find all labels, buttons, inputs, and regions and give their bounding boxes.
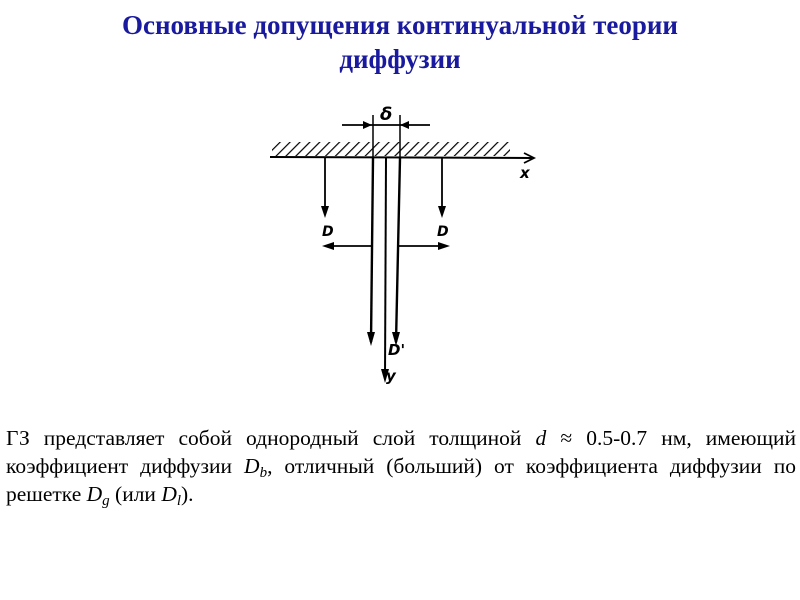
approx-symbol: ≈ — [560, 426, 573, 450]
boundary-line-right — [396, 158, 400, 342]
d-left-arrowhead — [321, 206, 329, 218]
lateral-arrowhead-left — [322, 242, 334, 250]
title-line-2: диффузии — [339, 44, 461, 74]
delta-label: δ — [380, 104, 393, 125]
description-paragraph — [6, 424, 796, 508]
dg-subscript: g — [102, 493, 110, 509]
para-text-1: ГЗ представляет собой однородный слой толщиной — [6, 426, 522, 450]
thickness-symbol: d — [535, 426, 547, 450]
slide-title — [40, 8, 760, 76]
para-text-2: 0.5-0.7 нм, имеющий коэффициент диффузии — [6, 426, 797, 478]
lateral-arrowhead-right — [438, 242, 450, 250]
x-axis-line — [270, 157, 532, 158]
db-subscript: b — [259, 465, 268, 481]
db-symbol — [244, 454, 268, 481]
d-right-arrowhead — [438, 206, 446, 218]
dl-symbol — [161, 482, 182, 509]
dl-subscript: l — [176, 493, 182, 509]
boundary-arrow-left — [367, 332, 375, 346]
x-axis-label: x — [520, 164, 530, 182]
boundary-line-left — [371, 158, 373, 342]
para-text-3: , отличный (больший) от коэффициента диффузии по решетке — [6, 454, 796, 506]
para-text-4: (или — [115, 482, 156, 506]
d-prime-label: D' — [388, 341, 406, 359]
title-line-1: Основные допущения континуальной теории — [122, 10, 678, 40]
delta-arrow-left — [363, 121, 372, 129]
grain-boundary-diagram — [262, 100, 552, 390]
y-axis-label: y — [386, 367, 396, 385]
delta-arrow-right — [400, 121, 409, 129]
surface-hatching — [272, 142, 510, 156]
d-left-label: D — [322, 224, 334, 240]
db-letter: D — [244, 454, 260, 478]
para-text-5: ). — [181, 482, 194, 506]
y-axis-line — [385, 158, 386, 378]
d-right-label: D — [437, 224, 449, 240]
diagram-svg — [262, 100, 552, 390]
dg-letter: D — [86, 482, 103, 506]
dl-letter: D — [161, 482, 177, 506]
dg-symbol — [86, 482, 110, 509]
